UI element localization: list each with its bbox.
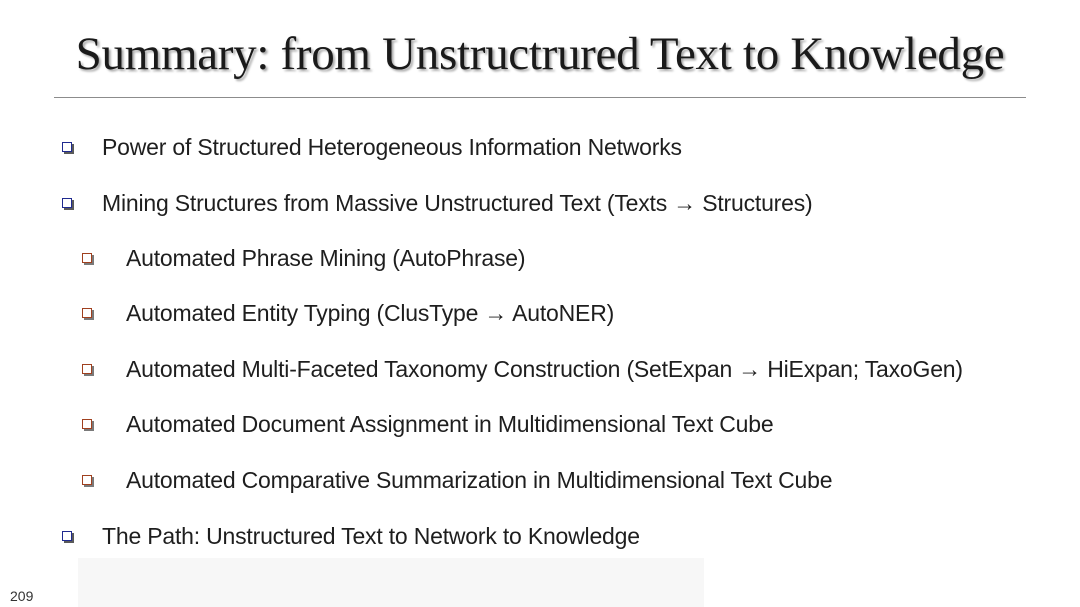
bullet-item — [62, 130, 682, 164]
sub-bullet-item — [82, 241, 525, 275]
bullet-item — [62, 186, 813, 220]
square-bullet-icon — [82, 364, 92, 374]
sub-bullet-text: Automated Phrase Mining (AutoPhrase) — [126, 244, 526, 271]
title-divider — [54, 97, 1026, 98]
slide-title: Summary: from Unstructrured Text to Knowledge — [75, 28, 1005, 80]
footer-band — [78, 558, 704, 607]
square-bullet-icon — [62, 142, 72, 152]
sub-bullet-item — [82, 296, 614, 330]
bullet-text: The Path: Unstructured Text to Network to Knowledge — [102, 522, 640, 549]
sub-bullet-text: Automated Comparative Summarization in Multidimensional Text Cube — [126, 466, 833, 493]
square-bullet-icon — [82, 253, 92, 263]
square-bullet-icon — [82, 475, 92, 485]
bullet-item — [62, 519, 640, 553]
square-bullet-icon — [62, 198, 72, 208]
sub-bullet-text: Automated Document Assignment in Multidimensional Text Cube — [126, 410, 774, 437]
page-number: 209 — [10, 588, 34, 604]
square-bullet-icon — [82, 308, 92, 318]
bullet-text: Mining Structures from Massive Unstructured Text (Texts → Structures) — [102, 189, 813, 216]
sub-bullet-text: Automated Entity Typing (ClusType → AutoNER) — [126, 299, 615, 326]
square-bullet-icon — [82, 419, 92, 429]
sub-bullet-item — [82, 463, 832, 497]
sub-bullet-text: Automated Multi-Faceted Taxonomy Construction (SetExpan → HiExpan; TaxoGen) — [126, 355, 963, 382]
bullet-text: Power of Structured Heterogeneous Information Networks — [102, 133, 682, 160]
square-bullet-icon — [62, 531, 72, 541]
sub-bullet-item — [82, 407, 773, 441]
sub-bullet-item — [82, 352, 963, 386]
